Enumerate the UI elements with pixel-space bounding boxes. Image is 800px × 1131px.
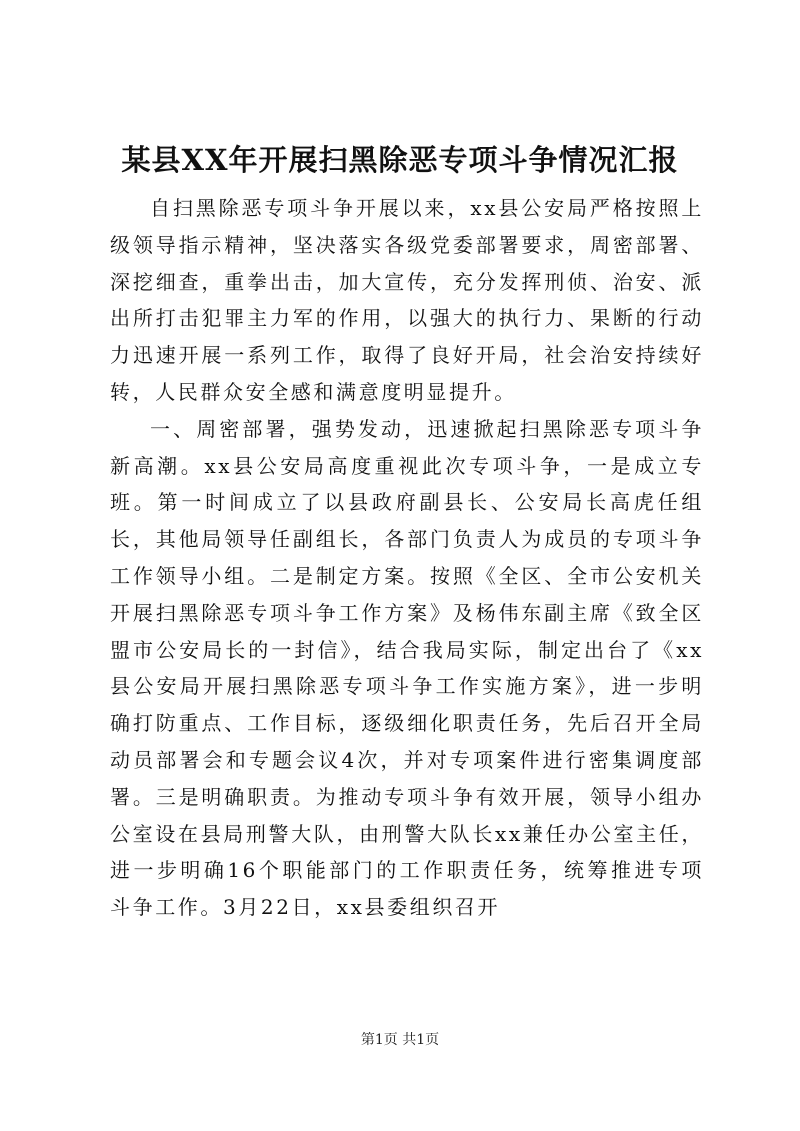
document-body [110,190,704,926]
paragraph-intro: 自扫黑除恶专项斗争开展以来，xx县公安局严格按照上级领导指示精神，坚决落实各级党委部署要求，周密部署、深挖细查，重拳出击，加大宣传，充分发挥刑侦、治安、派出所打击犯罪主力军的作用，以强大的执行力、果断的行动力迅速开展一系列工作，取得了良好开局，社会治安持续好转，人民群众安全感和满意度明显提升。 [110,196,704,404]
paragraph-section-one: 一、周密部署，强势发动，迅速掀起扫黑除恶专项斗争新高潮。xx县公安局高度重视此次专项斗争，一是成立专班。第一时间成立了以县政府副县长、公安局长高虎任组长，其他局领导任副组长，各部门负责人为成员的专项斗争工作领导小组。二是制定方案。按照《全区、全市公安机关开展扫黑除恶专项斗争工作方案》及杨伟东副主席《致全区盟市公安局长的一封信》，结合我局实际，制定出台了《xx县公安局开展扫黑除恶专项斗争工作实施方案》，进一步明确打防重点、工作目标，逐级细化职责任务，先后召开全局动员部署会和专题会议4次，并对专项案件进行密集调度部署。三是明确职责。为推动专项斗争有效开展，领导小组办公室设在县局刑警大队，由刑警大队长xx兼任办公室主任，进一步明确16个职能部门的工作职责任务，统筹推进专项斗争工作。3月22日，xx县委组织召开 [110,416,704,920]
document-title: 某县XX年开展扫黑除恶专项斗争情况汇报 [121,143,679,177]
page-footer: 第1页 共1页 [360,1032,440,1048]
